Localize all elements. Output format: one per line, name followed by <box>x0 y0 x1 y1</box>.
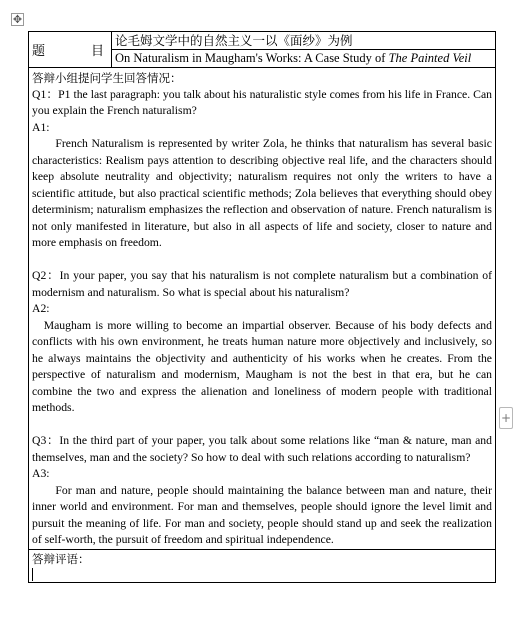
paragraph-gap <box>32 417 492 434</box>
table-move-handle-icon[interactable]: ✥ <box>12 13 23 26</box>
answer-2-label: A2: <box>32 302 50 315</box>
comment-row <box>29 549 496 582</box>
qa-row <box>29 68 496 550</box>
add-column-icon[interactable]: + <box>499 407 513 429</box>
comment-cell[interactable] <box>29 549 496 582</box>
title-label-char-1: 题 <box>32 44 46 59</box>
qa-heading: 答辩小组提问学生回答情况： <box>32 71 182 85</box>
thesis-title-english-main: On Naturalism in Maugham's Works: A Case Study of <box>115 51 389 65</box>
answer-1-label: A1: <box>32 120 50 134</box>
comment-heading: 答辩评语： <box>32 551 90 566</box>
answer-3-label: A3: <box>32 467 50 480</box>
question-3: Q3：In the third part of your paper, you talk about some relations like “man & nature, man and themselves, man and the society? So how to deal with such relations according to naturalism? <box>32 434 492 464</box>
text-cursor <box>32 568 33 581</box>
thesis-title-chinese: 论毛姆文学中的自然主义一以《面纱》为例 <box>115 33 353 48</box>
defense-record-table <box>28 31 496 583</box>
title-row <box>29 32 496 68</box>
title-value-cell[interactable] <box>112 32 496 68</box>
answer-3: For man and nature, people should maintaining the balance between man and nature, their inner world and environment. For man and themselves, people should ignore the level limit and pursuit the meaning of life. For man and society, people should stand up and seek the realization of self-worth, the pursuit of freedom and spiritual independence. <box>32 483 492 546</box>
question-1: Q1：P1 the last paragraph: you talk about his naturalistic style comes from his life in France. Can you explain the French naturalism? <box>32 87 492 117</box>
title-label-char-2: 目 <box>91 44 105 59</box>
question-2: Q2：In your paper, you say that his naturalism is not complete naturalism but a combination of modernism and naturalism. So what is special about his naturalism? <box>32 269 492 299</box>
title-label-cell[interactable] <box>29 32 112 68</box>
paragraph-gap <box>32 252 492 269</box>
answer-2: Maugham is more willing to become an impartial observer. Because of his body defects and conflicts with his own environment, he treats human nature more objectively and inclusively, so he always maintains the objectivity and authenticity of his works when he creates. From the perspective of naturalism and modernism, Maugham is not the best in that era, but he can combine the two and express the alienation and loneliness of modern people with traditional methods. <box>32 318 492 414</box>
thesis-title-english <box>112 49 495 67</box>
thesis-title-english-book: The Painted Veil <box>388 51 472 65</box>
answer-1: French Naturalism is represented by writer Zola, he thinks that naturalism has several basic characteristics: Realism pays attention to describing objective real life, and the characters should keep absolute neutrality and objectivity; naturalism requires not only the writers to have a scientific attitude, but also practical scientific methods; Zola believes that everything should obey determinism; naturalism emphasizes the reflection and observation of nature. French naturalism is not only manifested in literature, but also in all aspects of life and society, closer to nature and more emphasis on freedom. <box>32 137 492 249</box>
qa-cell[interactable] <box>29 68 496 550</box>
